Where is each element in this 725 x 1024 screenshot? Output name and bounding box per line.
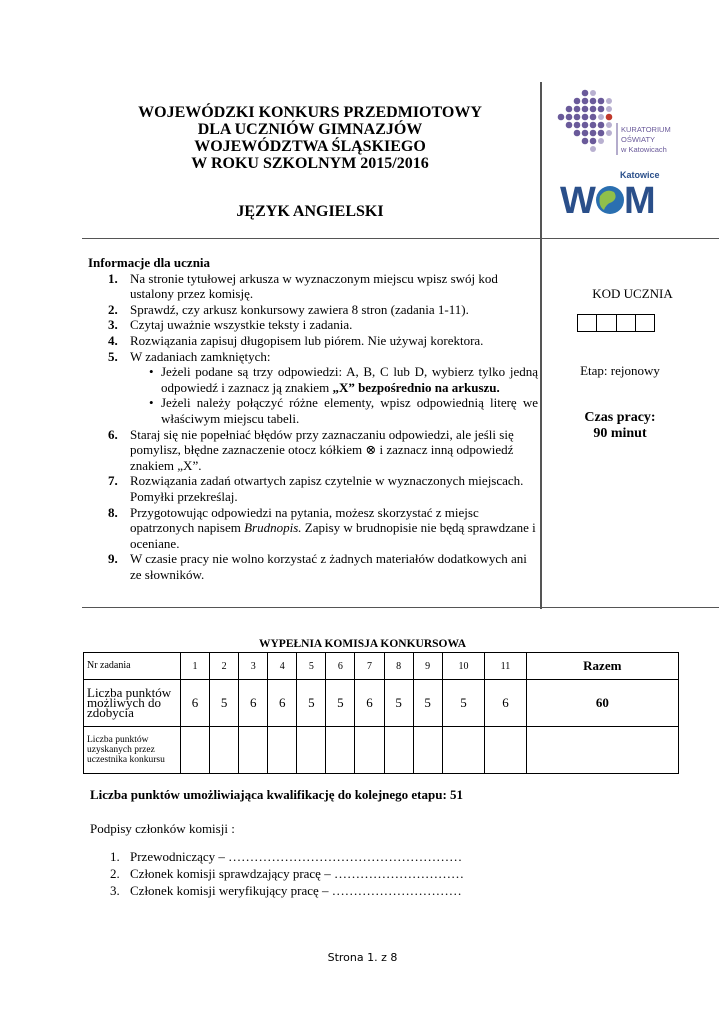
time-value: 90 minut — [593, 426, 647, 441]
signature-line: 2. Członek komisji sprawdzający pracę – ………………………… — [110, 866, 464, 881]
title-line-2: DLA UCZNIÓW GIMNAZJÓW — [197, 121, 423, 138]
table-caption: WYPEŁNIA KOMISJA KONKURSOWA — [258, 638, 467, 650]
stage-label: Etap: rejonowy — [580, 363, 660, 378]
dots-logo-icon — [555, 85, 710, 165]
max-points: 6 — [485, 680, 526, 727]
task-number: 3 — [239, 653, 268, 680]
student-info — [88, 255, 538, 582]
qualification-threshold: Liczba punktów umożliwiająca kwalifikację do kolejnego etapu: 51 — [90, 787, 464, 802]
signatures-label: Podpisy członków komisji : — [90, 821, 235, 836]
score-cell[interactable] — [297, 727, 326, 774]
table-row — [84, 680, 679, 727]
signatures-list — [110, 848, 464, 899]
score-table — [83, 652, 679, 774]
svg-text:W: W — [560, 180, 596, 222]
subject-title: JĘZYK ANGIELSKI — [236, 203, 384, 220]
max-points: 5 — [413, 680, 442, 727]
table-row — [84, 727, 679, 774]
title-line-3: WOJEWÓDZTWA ŚLĄSKIEGO — [194, 138, 426, 155]
max-points: 6 — [268, 680, 297, 727]
contest-title — [82, 104, 538, 172]
signature-line: 1. Przewodniczący – ……………………………………………… — [110, 849, 463, 864]
header-divider — [82, 238, 719, 239]
score-cell[interactable] — [413, 727, 442, 774]
max-points: 5 — [384, 680, 413, 727]
row-label: Nr zadania — [84, 653, 181, 680]
score-total-cell[interactable] — [526, 727, 678, 774]
instruction-item: 7. Rozwiązania zadań otwartych zapisz czytelnie w wyznaczonych miejscach. Pomyłki przekreślaj. — [108, 473, 524, 504]
task-number: 8 — [384, 653, 413, 680]
bullet-item: • Jeżeli należy połączyć różne elementy, wpisz odpowiednią literę we właściwym miejscu tabeli. — [149, 395, 538, 426]
task-number: 9 — [413, 653, 442, 680]
task-number: 4 — [268, 653, 297, 680]
svg-text:OŚWIATY: OŚWIATY — [621, 135, 656, 144]
instruction-item: 8. Przygotowując odpowiedzi na pytania, możesz skorzystać z miejsc opatrzonych napisem Brudnopis. Zapisy w brudnopisie nie będą sprawdzane i oceniane. — [108, 504, 536, 551]
code-cell[interactable] — [597, 315, 616, 331]
score-cell[interactable] — [268, 727, 297, 774]
vertical-divider — [540, 82, 542, 609]
max-points: 5 — [326, 680, 355, 727]
page-number: Strona 1. z 8 — [327, 951, 398, 964]
score-cell[interactable] — [326, 727, 355, 774]
row-label: Liczba punktów możliwych do zdobycia — [84, 680, 181, 727]
score-cell[interactable] — [239, 727, 268, 774]
svg-text:KURATORIUM: KURATORIUM — [621, 125, 671, 134]
student-code-label: KOD UCZNIA — [592, 286, 673, 301]
signature-line: 3. Członek komisji weryfikujący pracę – ………………………… — [110, 883, 462, 898]
max-points: 6 — [239, 680, 268, 727]
total-header: Razem — [526, 653, 678, 680]
task-number: 7 — [355, 653, 384, 680]
bullet-item: • Jeżeli podane są trzy odpowiedzi: A, B, C lub D, wybierz tylko jedną odpowiedź i zaznacz ją znakiem „X” bezpośrednio na arkuszu. — [149, 364, 538, 395]
score-cell[interactable] — [384, 727, 413, 774]
max-points: 5 — [297, 680, 326, 727]
instruction-item: 4. Rozwiązania zapisuj długopisem lub piórem. Nie używaj korektora. — [108, 332, 484, 348]
instruction-item: 6. Staraj się nie popełniać błędów przy zaznaczaniu odpowiedzi, ale jeśli się pomylisz, błędne zaznaczenie otocz kółkiem ⊗ i zaznacz inną odpowiedź znakiem „X”. — [108, 426, 514, 473]
task-number: 2 — [210, 653, 239, 680]
info-bottom-divider — [82, 607, 719, 608]
task-number: 10 — [442, 653, 485, 680]
svg-text:w Katowicach: w Katowicach — [621, 145, 667, 154]
student-code-field[interactable] — [577, 314, 655, 332]
wom-logo — [560, 166, 690, 226]
code-cell[interactable] — [636, 315, 654, 331]
closed-tasks-list — [130, 364, 538, 426]
instruction-item: 5. W zadaniach zamkniętych: • Jeżeli podane są trzy odpowiedzi: A, B, C lub D, wybierz tylko jedną odpowiedź i zaznacz ją znakiem „X” bezpośrednio na arkuszu. • Jeżeli należy połączyć różne elementy, wpisz odpowiednią literę we właściwym miejscu tabeli. — [108, 348, 538, 426]
task-number: 6 — [326, 653, 355, 680]
score-cell[interactable] — [355, 727, 384, 774]
title-line-1: WOJEWÓDZKI KONKURS PRZEDMIOTOWY — [138, 104, 482, 121]
task-number: 1 — [181, 653, 210, 680]
score-cell[interactable] — [181, 727, 210, 774]
score-cell[interactable] — [210, 727, 239, 774]
wom-globe-icon — [560, 166, 690, 226]
task-number: 11 — [485, 653, 526, 680]
code-cell[interactable] — [617, 315, 636, 331]
instruction-item: 1. Na stronie tytułowej arkusza w wyznaczonym miejscu wpisz swój kod ustalony przez komisję. — [108, 270, 498, 302]
max-points: 6 — [355, 680, 384, 727]
row-label: Liczba punktów uzyskanych przez uczestnika konkursu — [84, 727, 181, 774]
svg-text:Katowice: Katowice — [620, 170, 660, 180]
max-points: 6 — [181, 680, 210, 727]
title-line-4: W ROKU SZKOLNYM 2015/2016 — [191, 155, 429, 172]
code-cell[interactable] — [578, 315, 597, 331]
instruction-item: 3. Czytaj uważnie wszystkie teksty i zadania. — [108, 317, 353, 333]
max-points: 5 — [210, 680, 239, 727]
kuratorium-logo — [555, 85, 710, 165]
total-points: 60 — [526, 680, 678, 727]
table-row — [84, 653, 679, 680]
svg-text:M: M — [624, 180, 656, 222]
info-title: Informacje dla ucznia — [88, 255, 211, 270]
score-cell[interactable] — [485, 727, 526, 774]
max-points: 5 — [442, 680, 485, 727]
task-number: 5 — [297, 653, 326, 680]
instructions-list — [88, 271, 538, 583]
time-limit — [545, 410, 695, 442]
score-cell[interactable] — [442, 727, 485, 774]
instruction-item: 2. Sprawdź, czy arkusz konkursowy zawiera 8 stron (zadania 1-11). — [108, 301, 469, 317]
instruction-item: 9. W czasie pracy nie wolno korzystać z żadnych materiałów dodatkowych ani ze słowników. — [108, 551, 527, 582]
time-label: Czas pracy: — [584, 410, 656, 425]
